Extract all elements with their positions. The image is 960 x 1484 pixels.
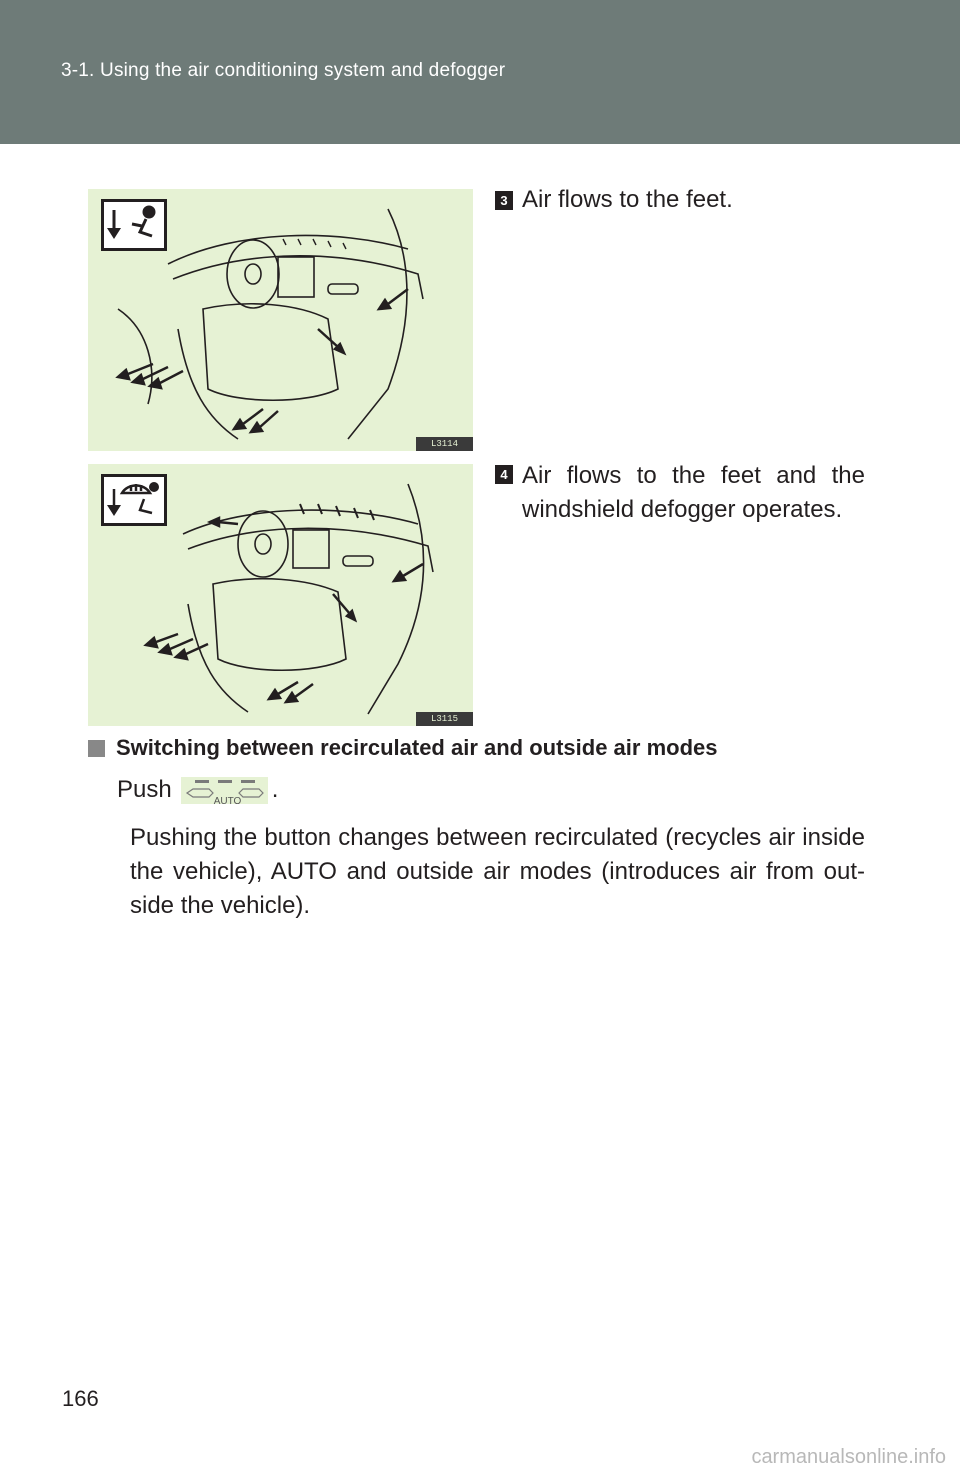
push-label: Push: [117, 776, 172, 803]
auto-label: AUTO: [213, 795, 242, 807]
figure-code: L3115: [416, 712, 473, 726]
push-period: .: [271, 776, 279, 803]
feet-airflow-icon: [101, 199, 167, 251]
step-text: Air flows to the feet and the windshield defogger operates.: [522, 462, 865, 523]
header-title: 3-1. Using the air conditioning system and defogger: [61, 60, 506, 81]
push-instruction: [117, 772, 278, 808]
step-number-badge: 3: [495, 191, 513, 210]
section-heading: [88, 735, 718, 761]
figure-feet-defog-airflow: [88, 464, 473, 726]
step-text: Air flows to the feet.: [522, 186, 733, 213]
page-number: 166: [62, 1386, 99, 1411]
feet-defog-airflow-icon: [101, 474, 167, 526]
watermark: carmanualsonline.info: [751, 1446, 946, 1468]
bullet-square-icon: [88, 740, 105, 757]
figure-code: L3114: [416, 437, 473, 451]
page-header: [0, 0, 960, 144]
air-intake-button-icon: [181, 777, 268, 807]
body-paragraph: Pushing the button changes between recirculated (recycles air inside the vehicle), AUTO and outside air modes (introduces air from out- side the vehicle).: [130, 824, 865, 919]
step-number-badge: 4: [495, 465, 513, 484]
section-heading-text: Switching between recirculated air and outside air modes: [116, 735, 718, 760]
figure-feet-airflow: [88, 189, 473, 451]
